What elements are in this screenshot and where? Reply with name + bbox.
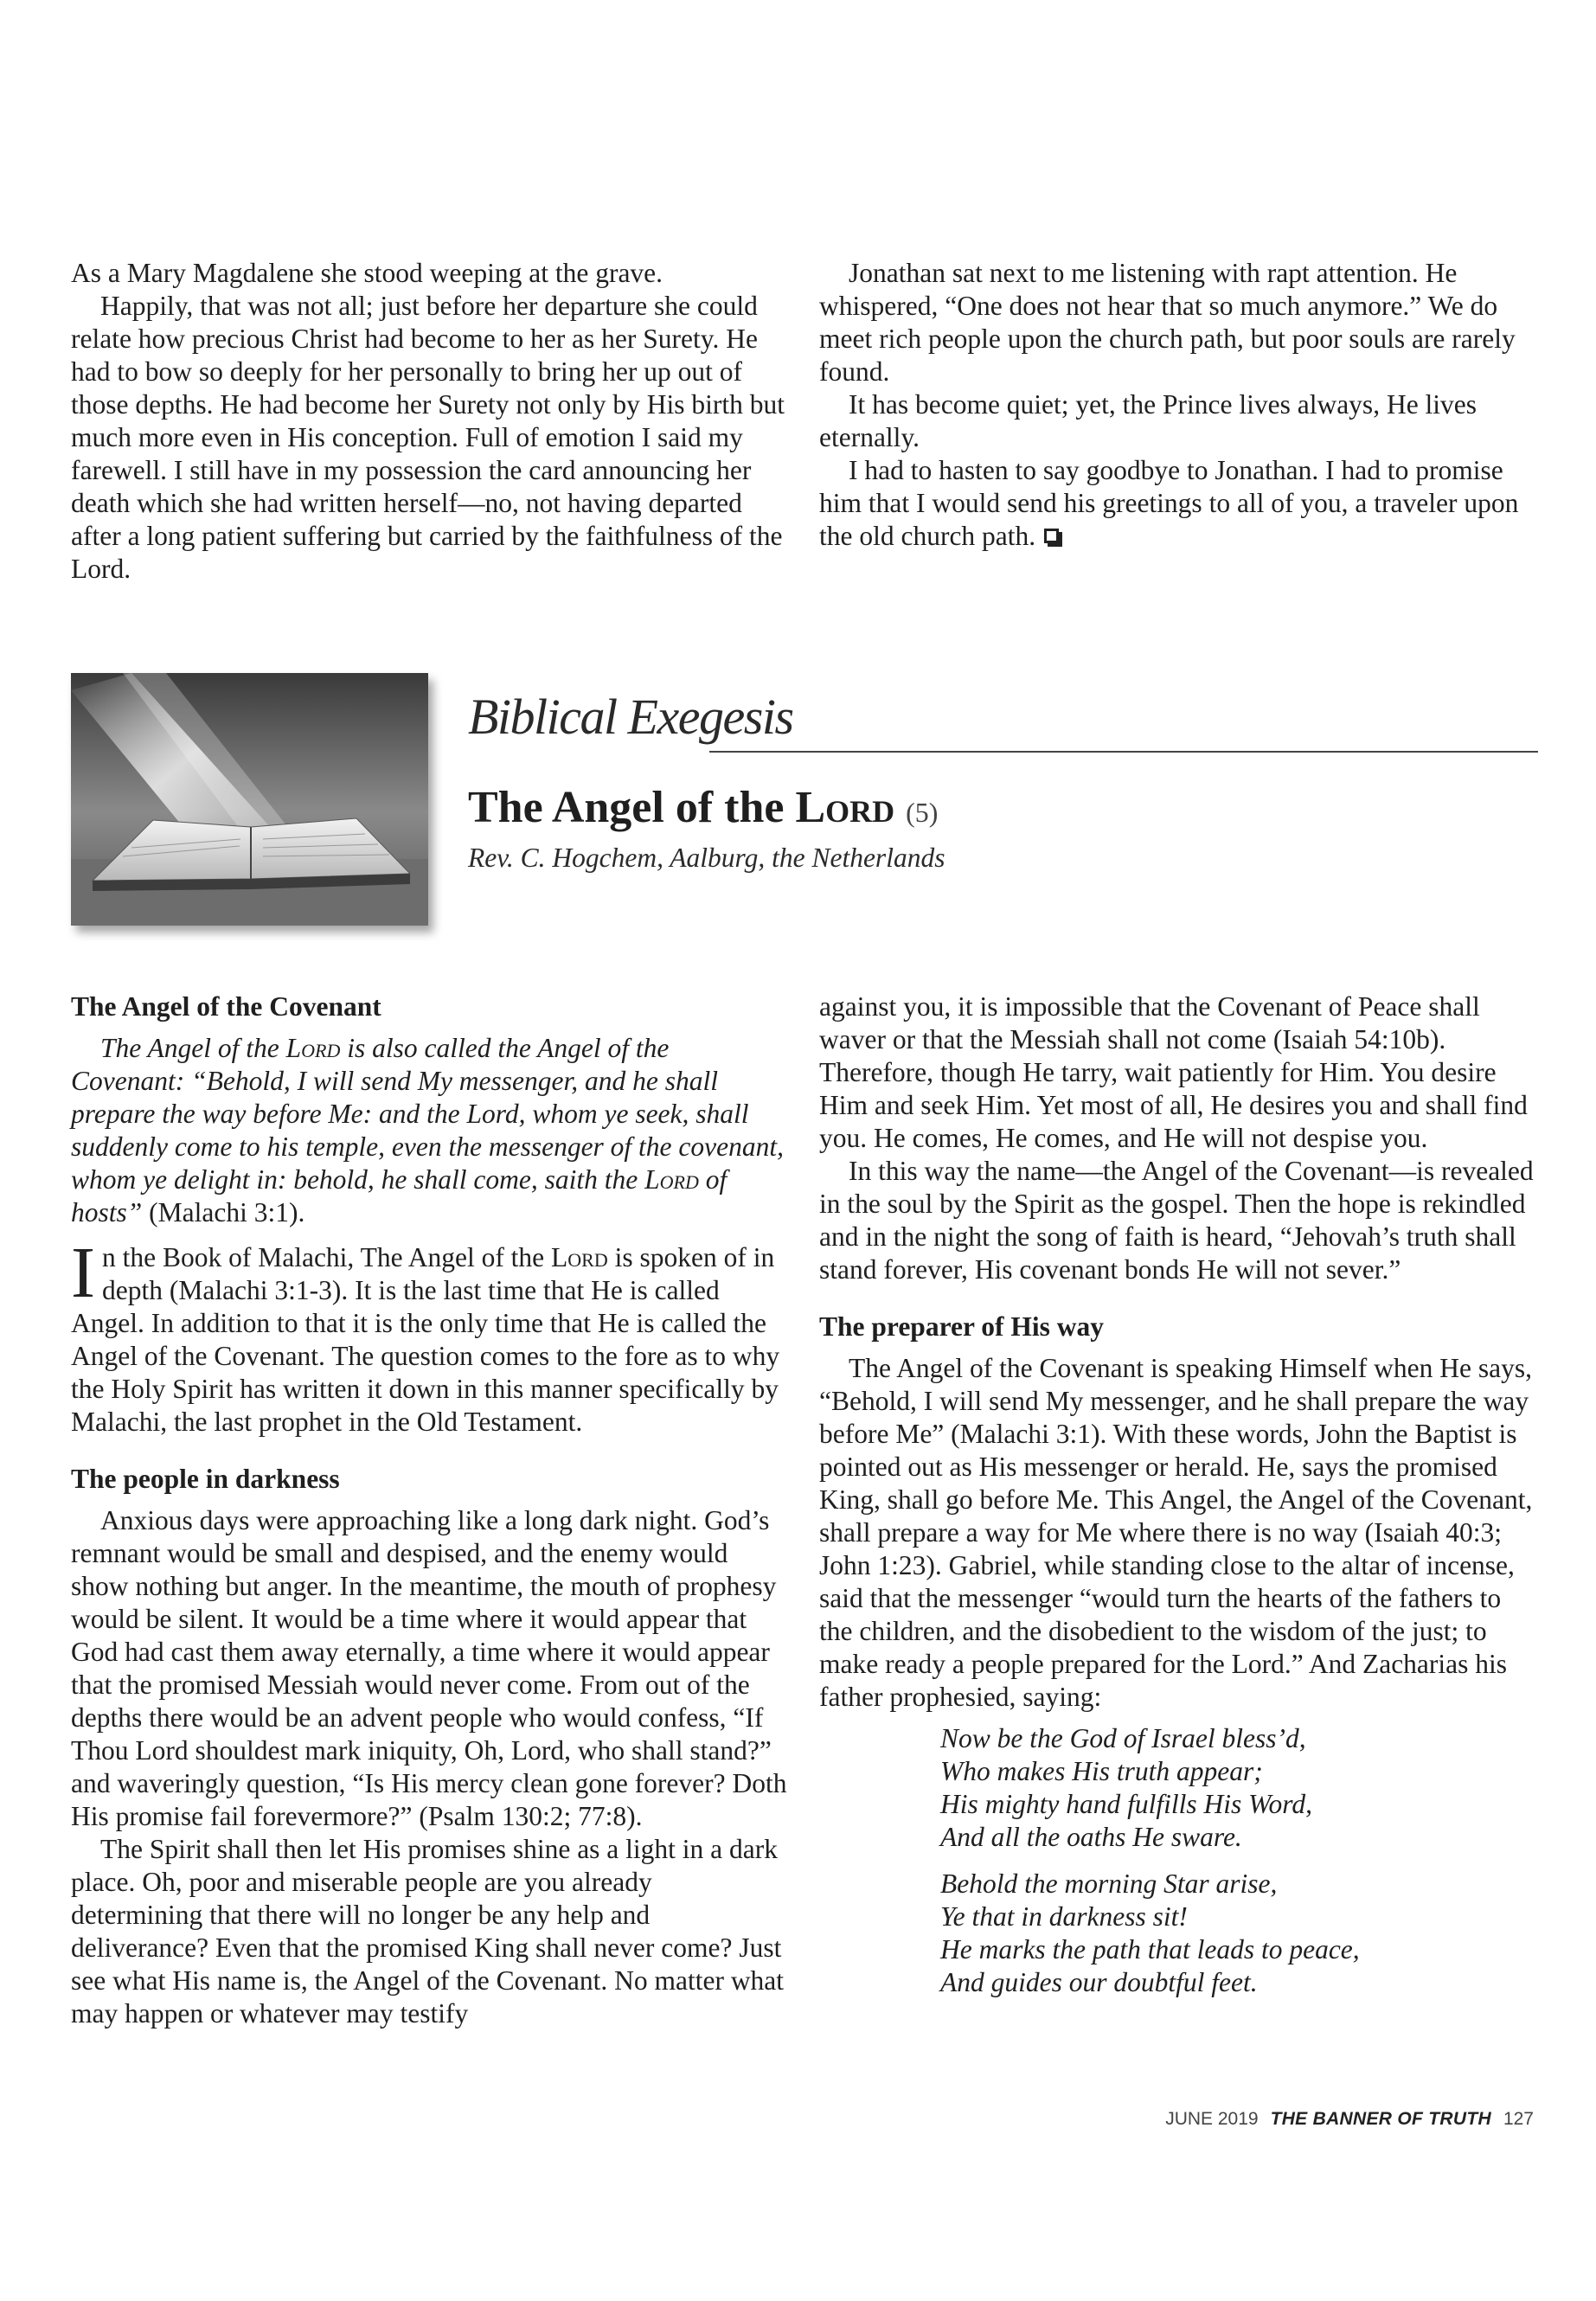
hymn-line: Ye that in darkness sit!: [940, 1901, 1188, 1932]
hymn-stanza-2: [819, 1868, 1537, 1999]
hymn-line: Now be the God of Israel bless’d,: [940, 1723, 1306, 1753]
top-right-para-3: [819, 454, 1537, 553]
quote-lord-2: Lord: [644, 1164, 699, 1195]
article-title-lord: Lord: [795, 783, 895, 832]
preparer-paragraph: The Angel of the Covenant is speaking Himself when He says, “Behold, I will send My messenger, and he shall prepare the way before Me” (Malachi 3:1). With these words, John the Baptist is pointed out as His messenger or herald. He, says the promised King, shall go before Me. This Angel, the Angel of the Covenant, shall prepare a way for Me where there is no way (Isaiah 40:3; John 1:23). Gabriel, while standing close to the altar of incense, said that the messenger “would turn the hearts of the fathers to the children, and the disobedient to the wisdom of the just; to make ready a people prepared for the Lord.” And Zacharias his father prophesied, saying:: [819, 1353, 1533, 1712]
hymn-line: He marks the path that leads to peace,: [940, 1934, 1360, 1965]
top-left-para-1: As a Mary Magdalene she stood weeping at the grave.: [71, 258, 663, 288]
top-right-column: [819, 257, 1537, 553]
hymn-line: And all the oaths He sware.: [940, 1822, 1242, 1852]
heading-preparer-of-way: The preparer of His way: [819, 1311, 1104, 1342]
hymn-line: And guides our doubtful feet.: [940, 1967, 1258, 1997]
hymn-line: Behold the morning Star arise,: [940, 1868, 1278, 1899]
body-right-column: [819, 990, 1537, 1999]
intro-paragraph: [71, 1233, 789, 1439]
covenant-peace-paragraph: against you, it is impossible that the Covenant of Peace shall waver or that the Messiah shall not come (Isaiah 54:10b). Therefore, though He tarry, wait patiently for Him. You desire Him and seek Him. Yet most of all, He desires you and shall find you. He comes, He comes, and He will not despise you.: [819, 991, 1528, 1153]
quote-part-b: is also called the Angel of the Covenant: “Behold, I will send My messenger, and he shall prepare the way before Me: and the Lord, whom ye seek, shall suddenly come to his temple, even the messenger of the covenant, whom ye delight in: behold, he shall come, saith the: [71, 1033, 784, 1195]
hymn-line: His mighty hand fulfills His Word,: [940, 1789, 1312, 1819]
quote-part-c: of hosts”: [71, 1164, 727, 1227]
article-part-number: (5): [906, 797, 939, 828]
spirit-paragraph: The Spirit shall then let His promises shine as a light in a dark place. Oh, poor and miserable people are you already determining that there will no longer be any help and deliverance? Even that the promised King shall never come? Just see what His name is, the Angel of the Covenant. No matter what may happen or whatever may testify: [71, 1834, 785, 2029]
heading-angel-of-covenant: The Angel of the Covenant: [71, 991, 381, 1022]
magazine-name: THE BANNER OF TRUTH: [1270, 2109, 1491, 2129]
article-author: Rev. C. Hogchem, Aalburg, the Netherlands: [468, 843, 945, 873]
quote-part-a: The Angel of the: [100, 1033, 286, 1063]
top-right-para-3-text: I had to hasten to say goodbye to Jonathan. I had to promise him that I would send his greetings to all of you, a traveler upon the old church path.: [819, 455, 1519, 551]
open-bible-icon: [71, 673, 428, 926]
top-right-para-2: It has become quiet; yet, the Prince lives always, He lives eternally.: [819, 389, 1477, 452]
hymn-stanza-1: [819, 1722, 1537, 1854]
open-bible-image: [71, 673, 428, 926]
article-title: [468, 782, 938, 833]
drop-cap: I: [71, 1233, 95, 1313]
hymn-line: Who makes His truth appear;: [940, 1756, 1263, 1786]
gospel-paragraph: In this way the name—the Angel of the Covenant—is revealed in the soul by the Spirit as the gospel. Then the hope is rekindled and in the night the song of faith is heard, “Jehovah’s truth shall stand forever, His covenant bonds He will not sever.”: [819, 1156, 1534, 1285]
heading-people-in-darkness: The people in darkness: [71, 1464, 340, 1494]
section-title: Biblical Exegesis: [468, 689, 793, 745]
intro-part-a: n the Book of Malachi, The Angel of the: [101, 1242, 552, 1272]
intro-lord: Lord: [551, 1242, 608, 1272]
page-number: 127: [1503, 2109, 1534, 2129]
malachi-quote: [71, 1032, 789, 1229]
page-footer: [1165, 2109, 1534, 2130]
top-left-para-2: Happily, that was not all; just before her departure she could relate how precious Christ had become to her as her Surety. He had to bow so deeply for her personally to bring her up out of those depths. He had become her Surety not only by His birth but much more even in His conception. Full of emotion I said my farewell. I still have in my possession the card announcing her death which she had written herself—no, not having departed after a long patient suffering but carried by the faithfulness of the Lord.: [71, 291, 785, 584]
end-of-article-icon: [1044, 529, 1059, 543]
top-left-column: [71, 257, 789, 586]
quote-lord-1: Lord: [285, 1033, 341, 1063]
intro-part-b: is spoken of in depth (Malachi 3:1-3). It is the last time that He is called Angel. In addition to that it is the only time that He is called the Angel of the Covenant. The question comes to the fore as to why the Holy Spirit has written it down in this manner specifically by Malachi, the last prophet in the Old Testament.: [71, 1242, 780, 1437]
top-right-para-1: Jonathan sat next to me listening with rapt attention. He whispered, “One does not hear that so much anymore.” We do meet rich people upon the church path, but poor souls are rarely found.: [819, 258, 1516, 387]
body-left-column: [71, 990, 789, 2030]
title-divider: [709, 751, 1538, 753]
darkness-paragraph: Anxious days were approaching like a long dark night. God’s remnant would be small and despised, and the enemy would show nothing but anger. In the meantime, the mouth of prophesy would be silent. It would be a time where it would appear that God had cast them away eternally, a time where it would appear that the promised Messiah would never come. From out of the depths there would be an advent people who would confess, “If Thou Lord shouldest mark iniquity, Oh, Lord, who shall stand?” and waveringly question, “Is His mercy clean gone forever? Doth His promise fail forevermore?” (Psalm 130:2; 77:8).: [71, 1505, 787, 1831]
article-title-main: The Angel of the: [468, 783, 796, 832]
quote-reference: (Malachi 3:1).: [142, 1197, 305, 1227]
issue-date: JUNE 2019: [1165, 2109, 1259, 2129]
